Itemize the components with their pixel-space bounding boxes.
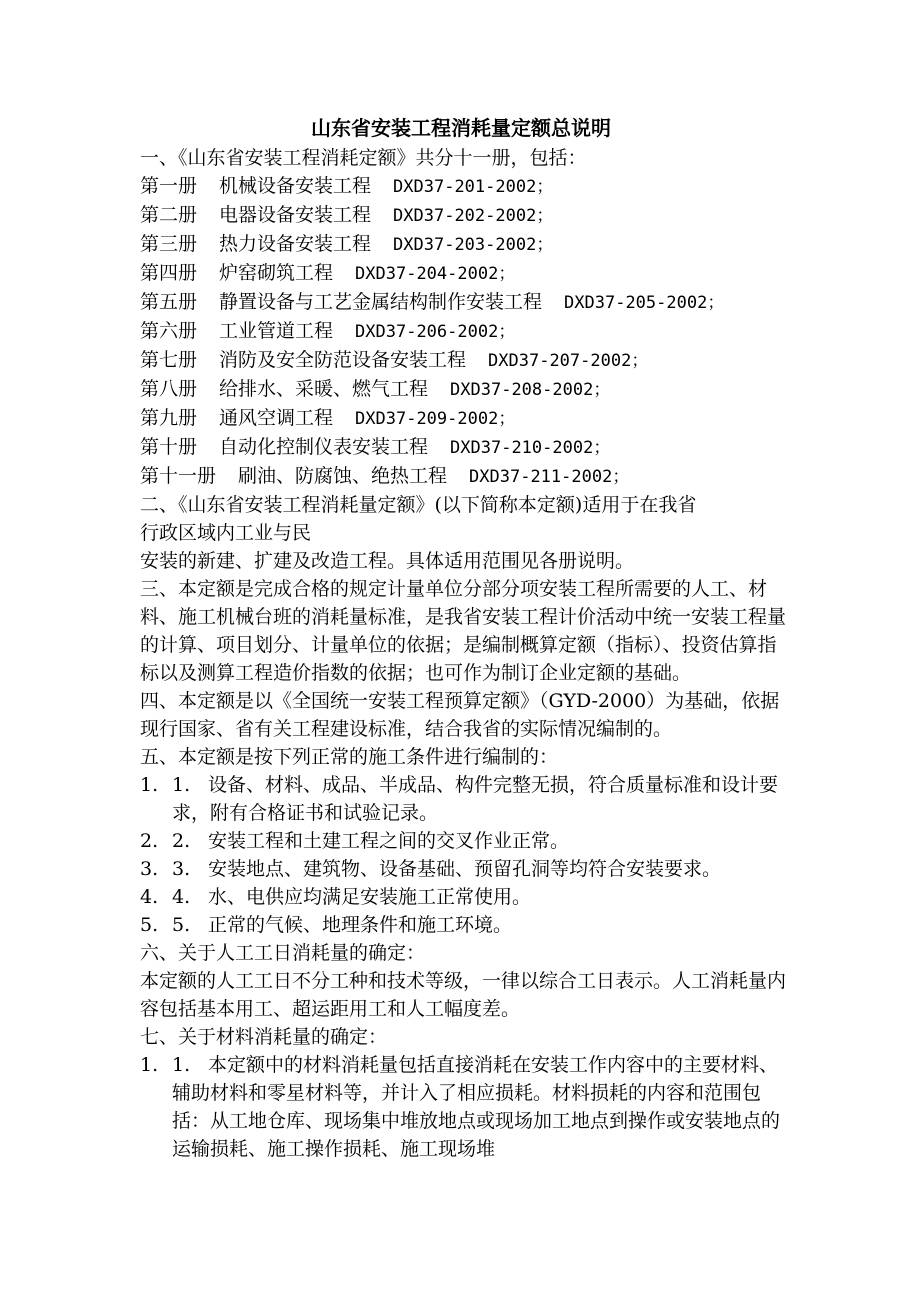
volume-item (140, 201, 790, 230)
list-sub-number: 3. (172, 858, 191, 880)
list-number: 5. (140, 914, 159, 936)
section-7-intro: 七、关于材料消耗量的确定： (140, 1026, 388, 1048)
volume-code: DXD37-209-2002； (355, 409, 516, 429)
volume-item (140, 230, 790, 259)
list-sub-number: 1. (172, 1054, 191, 1076)
section-5-list (140, 771, 790, 939)
list-item-text: 水、电供应均满足安装施工正常使用。 (208, 886, 532, 908)
volume-label: 第十册 (140, 436, 198, 458)
volume-item (140, 172, 790, 201)
volume-label: 第二册 (140, 204, 198, 226)
volume-code: DXD37-204-2002； (355, 264, 516, 284)
section-6-paragraph: 本定额的人工工日不分工种和技术等级，一律以综合工日表示。人工消耗量内容包括基本用工、超运距用工和人工幅度差。 (140, 970, 787, 1020)
volume-label: 第一册 (140, 175, 198, 197)
section-2-line-3: 安装的新建、扩建及改造工程。具体适用范围见各册说明。 (140, 550, 635, 572)
list-sub-number: 5. (172, 914, 191, 936)
list-number: 1. (140, 1054, 159, 1076)
list-item (140, 883, 790, 911)
document-body (140, 112, 790, 1163)
list-item (140, 827, 790, 855)
volume-item (140, 346, 790, 375)
list-item (140, 1051, 790, 1163)
volume-name: 自动化控制仪表安装工程 (219, 436, 429, 458)
document-title: 山东省安装工程消耗量定额总说明 (311, 116, 611, 140)
section-6-intro: 六、关于人工工日消耗量的确定： (140, 942, 426, 964)
volume-code: DXD37-205-2002； (564, 293, 725, 313)
list-item (140, 771, 790, 827)
volume-item (140, 259, 790, 288)
volume-code: DXD37-201-2002； (393, 177, 554, 197)
volume-code: DXD37-207-2002； (488, 351, 649, 371)
list-item-body (172, 827, 790, 855)
list-number: 4. (140, 886, 159, 908)
volume-list (140, 172, 790, 491)
volume-name: 炉窑砌筑工程 (219, 262, 334, 284)
section-2-line-1: 二、《山东省安装工程消耗量定额》(以下简称本定额)适用于在我省 (140, 494, 697, 516)
volume-item (140, 375, 790, 404)
volume-code: DXD37-202-2002； (393, 206, 554, 226)
volume-label: 第八册 (140, 378, 198, 400)
volume-label: 第九册 (140, 407, 198, 429)
volume-name: 机械设备安装工程 (219, 175, 372, 197)
list-item-body (172, 1051, 790, 1163)
list-item (140, 855, 790, 883)
volume-label: 第六册 (140, 320, 198, 342)
volume-item (140, 404, 790, 433)
list-item-text: 本定额中的材料消耗量包括直接消耗在安装工作内容中的主要材料、辅助材料和零星材料等，并计入了相应损耗。材料损耗的内容和范围包括：从工地仓库、现场集中堆放地点或现场加工地点到操作或安装地点的运输损耗、施工操作损耗、施工现场堆 (172, 1054, 781, 1160)
volume-label: 第五册 (140, 291, 198, 313)
volume-label: 第四册 (140, 262, 198, 284)
list-item-text: 正常的气候、地理条件和施工环境。 (208, 914, 513, 936)
volume-item (140, 433, 790, 462)
volume-name: 给排水、采暖、燃气工程 (219, 378, 429, 400)
list-item-body (172, 911, 790, 939)
volume-name: 静置设备与工艺金属结构制作安装工程 (219, 291, 543, 313)
section-5-intro: 五、本定额是按下列正常的施工条件进行编制的： (140, 746, 559, 768)
volume-name: 电器设备安装工程 (219, 204, 372, 226)
volume-name: 刷油、防腐蚀、绝热工程 (238, 465, 448, 487)
list-number: 3. (140, 858, 159, 880)
list-item-body (172, 883, 790, 911)
volume-item (140, 317, 790, 346)
volume-name: 消防及安全防范设备安装工程 (219, 349, 467, 371)
section-2-line-2: 行政区域内工业与民 (140, 522, 312, 544)
volume-code: DXD37-208-2002； (450, 380, 611, 400)
section-7-list (140, 1051, 790, 1163)
list-item (140, 911, 790, 939)
volume-name: 热力设备安装工程 (219, 233, 372, 255)
list-item-body (172, 855, 790, 883)
list-sub-number: 1. (172, 774, 191, 796)
section-4-paragraph: 四、本定额是以《全国统一安装工程预算定额》（GYD-2000）为基础，依据现行国家、省有关工程建设标准，结合我省的实际情况编制的。 (140, 690, 780, 740)
section-1-intro: 一、《山东省安装工程消耗定额》共分十一册，包括： (140, 147, 587, 169)
list-item-body (172, 771, 790, 827)
volume-code: DXD37-210-2002； (450, 438, 611, 458)
volume-label: 第三册 (140, 233, 198, 255)
volume-label: 第七册 (140, 349, 198, 371)
list-sub-number: 2. (172, 830, 191, 852)
list-number: 1. (140, 774, 159, 796)
list-item-text: 安装工程和土建工程之间的交叉作业正常。 (208, 830, 570, 852)
volume-name: 工业管道工程 (219, 320, 334, 342)
section-3-paragraph: 三、本定额是完成合格的规定计量单位分部分项安装工程所需要的人工、材料、施工机械台班的消耗量标准，是我省安装工程计价活动中统一安装工程量的计算、项目划分、计量单位的依据；是编制概算定额（指标）、投资估算指标以及测算工程造价指数的依据；也可作为制订企业定额的基础。 (140, 578, 787, 684)
list-item-text: 设备、材料、成品、半成品、构件完整无损，符合质量标准和设计要求，附有合格证书和试验记录。 (172, 774, 779, 824)
volume-item (140, 462, 790, 491)
volume-label: 第十一册 (140, 465, 217, 487)
volume-code: DXD37-206-2002； (355, 322, 516, 342)
list-number: 2. (140, 830, 159, 852)
volume-code: DXD37-211-2002； (469, 467, 630, 487)
volume-name: 通风空调工程 (219, 407, 334, 429)
list-sub-number: 4. (172, 886, 191, 908)
volume-code: DXD37-203-2002； (393, 235, 554, 255)
volume-item (140, 288, 790, 317)
list-item-text: 安装地点、建筑物、设备基础、预留孔洞等均符合安装要求。 (208, 858, 722, 880)
